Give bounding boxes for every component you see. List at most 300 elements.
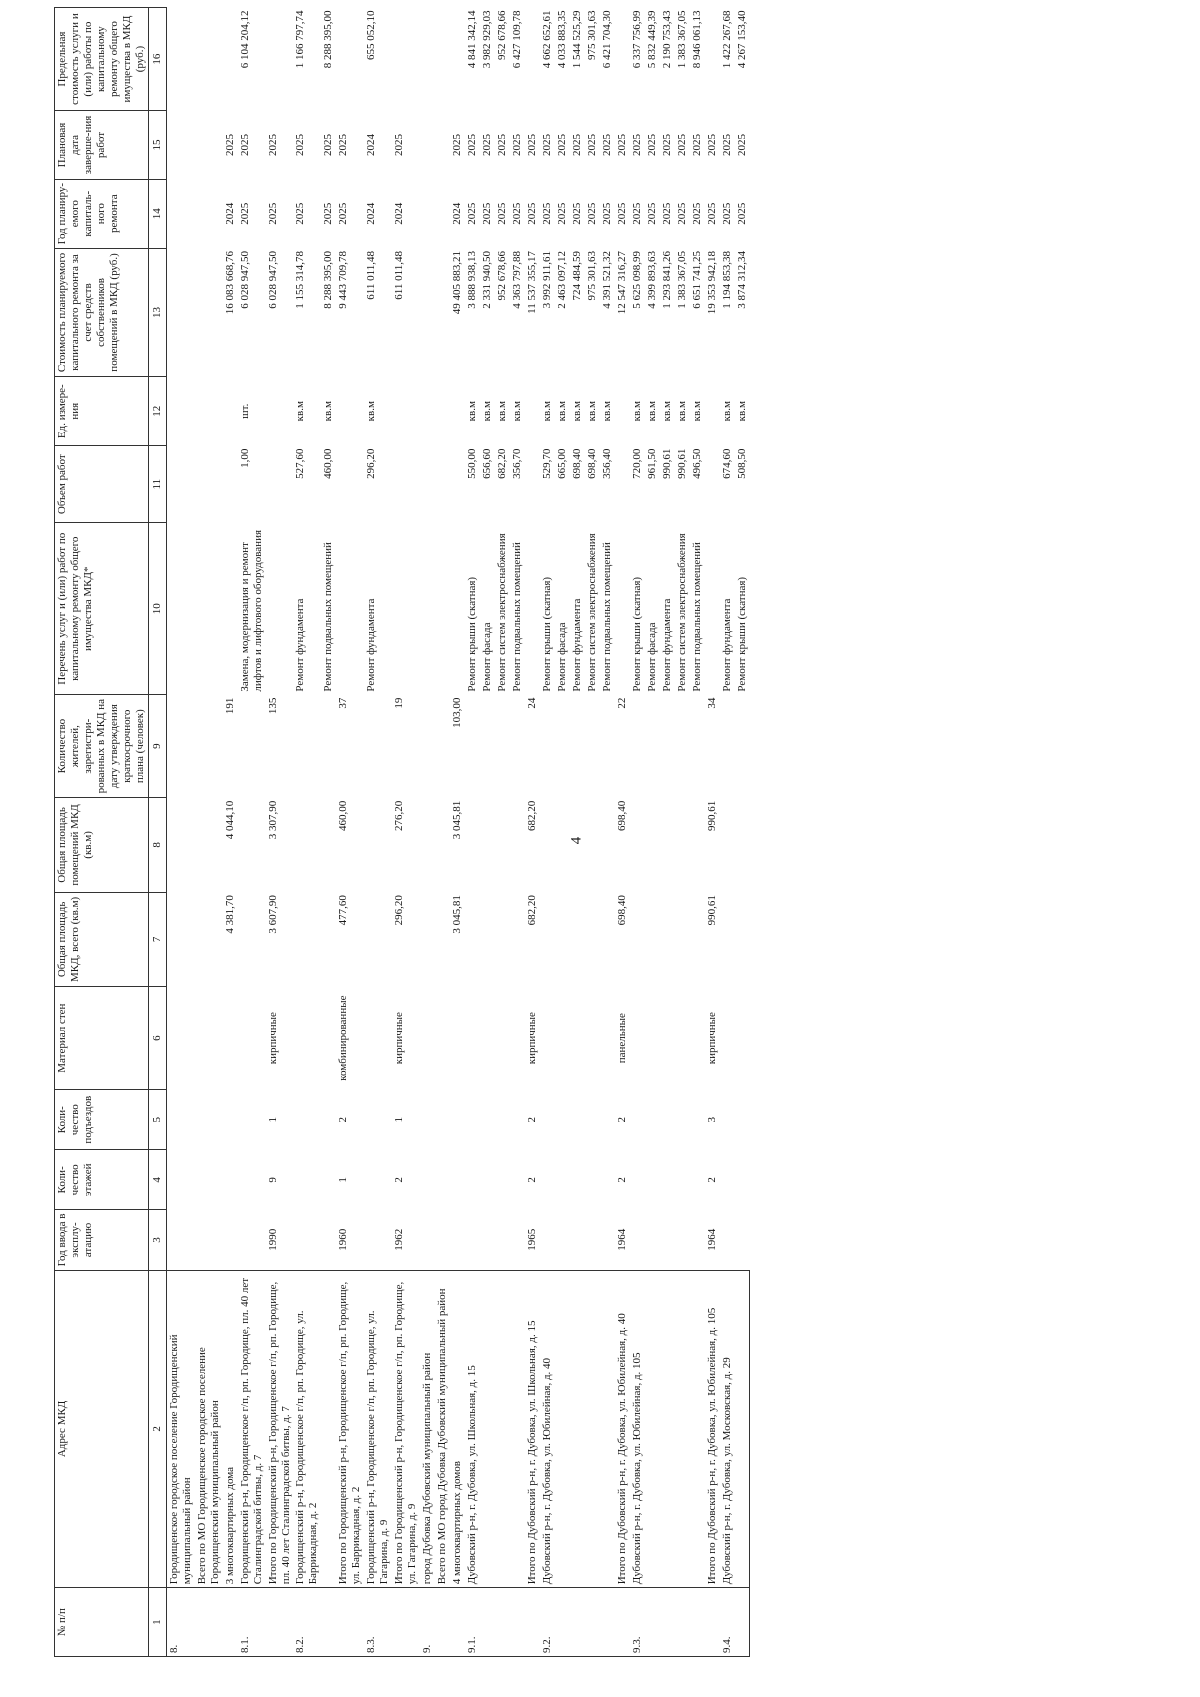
entrances-cell [555, 1090, 570, 1150]
total-area-cell: 296,20 [393, 895, 406, 926]
table-row [540, 8, 555, 1657]
entrances-cell [720, 1090, 735, 1150]
column-number: 12 [148, 377, 166, 446]
unit-cell: кв.м [585, 401, 598, 422]
address-cell: 4 многоквартирных домов [450, 1270, 465, 1588]
rooms-area-cell [540, 798, 555, 892]
wall-material-cell [223, 987, 238, 1090]
address-cell: город Дубовка Дубовский муниципальный район [420, 1270, 435, 1588]
row-number: 9.3. [630, 1588, 645, 1657]
unit-cell [525, 377, 540, 446]
unit-cell [223, 377, 238, 446]
works-cell: Ремонт крыши (скатная) [735, 576, 748, 692]
unit-cell: кв.м [720, 401, 733, 422]
limit-cost-cell [450, 8, 465, 111]
address-cell [555, 1270, 570, 1588]
volume-cell: 990,61 [675, 448, 688, 479]
volume-cell [223, 446, 238, 523]
limit-cost-cell [336, 8, 364, 111]
rooms-area-cell [690, 798, 705, 892]
total-area-cell [585, 892, 600, 986]
address-cell [660, 1270, 675, 1588]
year-built-cell [465, 1210, 480, 1270]
row-number [675, 1588, 690, 1657]
wall-material-cell: кирпичные [266, 1012, 279, 1065]
residents-cell: 22 [615, 697, 628, 709]
rooms-area-cell [720, 798, 735, 892]
plan-year-cell [420, 179, 435, 248]
table-row [195, 8, 223, 1657]
unit-cell: кв.м [481, 401, 494, 422]
limit-cost-cell: 8 946 061,13 [690, 10, 703, 69]
plan-year-cell: 2025 [630, 202, 643, 225]
volume-cell: 1,00 [238, 448, 251, 468]
unit-cell: кв.м [555, 401, 568, 422]
plan-year-cell: 2025 [720, 202, 733, 225]
unit-cell: кв.м [540, 401, 553, 422]
total-area-cell [364, 892, 392, 986]
row-number [321, 1588, 336, 1657]
column-number: 11 [148, 446, 166, 523]
address-cell: Городищенское городское поселение Городищенский муниципальный район [166, 1270, 194, 1588]
residents-cell [495, 695, 510, 798]
residents-cell [238, 695, 266, 798]
floors-cell: 2 [393, 1177, 406, 1183]
column-number: 7 [148, 892, 166, 986]
row-number: 8. [166, 1588, 194, 1657]
table-row [364, 8, 392, 1657]
year-built-cell [435, 1210, 450, 1270]
rooms-area-cell [166, 798, 194, 892]
entrances-cell: 1 [266, 1117, 279, 1123]
column-number: 8 [148, 798, 166, 892]
year-built-cell [720, 1210, 735, 1270]
entrances-cell [480, 1090, 495, 1150]
cost-cell: 5 625 098,99 [630, 251, 643, 309]
limit-cost-cell: 6 104 204,12 [238, 10, 251, 69]
entrances-cell [364, 1090, 392, 1150]
unit-cell: кв.м [511, 401, 523, 422]
wall-material-cell [166, 987, 194, 1090]
address-cell: Городищенский р-н, Городищенское г/п, рп. Городище, ул. Баррикадная, д. 2 [293, 1270, 321, 1588]
cost-cell [166, 248, 194, 377]
column-number: 2 [148, 1270, 166, 1588]
row-number [495, 1588, 510, 1657]
limit-cost-cell [435, 8, 450, 111]
limit-cost-cell: 6 421 704,30 [600, 10, 613, 69]
total-area-cell [720, 892, 735, 986]
total-area-cell [570, 892, 585, 986]
floors-cell [293, 1150, 321, 1210]
total-area-cell [600, 892, 615, 986]
entrances-cell [238, 1090, 266, 1150]
cost-cell: 12 547 316,27 [615, 251, 628, 315]
column-number: 6 [148, 987, 166, 1090]
limit-cost-cell: 2 190 753,43 [660, 10, 673, 69]
end-date-cell: 2025 [294, 133, 307, 156]
rooms-area-cell [585, 798, 600, 892]
total-area-cell [555, 892, 570, 986]
floors-cell [195, 1150, 223, 1210]
year-built-cell [600, 1210, 615, 1270]
plan-year-cell: 2025 [525, 202, 538, 225]
total-area-cell: 477,60 [337, 895, 350, 926]
residents-cell [555, 695, 570, 798]
year-built-cell [585, 1210, 600, 1270]
year-built-cell: 1990 [266, 1228, 279, 1251]
wall-material-cell [600, 987, 615, 1090]
volume-cell: 550,00 [466, 448, 479, 479]
year-built-cell: 1964 [705, 1228, 718, 1251]
works-cell [392, 523, 420, 695]
wall-material-cell [435, 987, 450, 1090]
table-row [293, 8, 321, 1657]
wall-material-cell [465, 987, 480, 1090]
plan-year-cell: 2025 [496, 202, 509, 225]
plan-year-cell: 2024 [365, 202, 378, 225]
rooms-area-cell: 4 044,10 [223, 800, 236, 840]
cost-cell: 724 484,59 [570, 251, 583, 301]
unit-cell: кв.м [570, 401, 583, 422]
rooms-area-cell [321, 798, 336, 892]
unit-cell [392, 377, 420, 446]
year-built-cell: 1965 [525, 1228, 538, 1251]
works-cell [266, 523, 294, 695]
header-cell: Материал стен [55, 987, 149, 1090]
cost-cell: 6 028 947,50 [266, 251, 279, 309]
works-cell: Ремонт фундамента [570, 598, 583, 692]
cost-cell: 19 353 942,18 [705, 251, 718, 315]
cost-cell: 3 888 938,13 [466, 251, 479, 309]
limit-cost-cell [195, 8, 223, 111]
end-date-cell: 2025 [720, 133, 733, 156]
end-date-cell: 2025 [223, 133, 236, 156]
plan-year-cell: 2024 [393, 202, 406, 225]
cost-cell: 4 399 893,63 [645, 251, 658, 309]
plan-year-cell: 2025 [337, 202, 350, 225]
rooms-area-cell [555, 798, 570, 892]
total-area-cell: 4 381,70 [223, 895, 236, 934]
end-date-cell: 2025 [555, 133, 568, 156]
residents-cell [420, 695, 435, 798]
residents-cell: 34 [705, 697, 718, 709]
table-row [615, 8, 630, 1657]
table-row [166, 8, 194, 1657]
limit-cost-cell: 1 383 367,05 [675, 10, 688, 69]
cost-cell: 6 651 741,25 [690, 251, 703, 309]
floors-cell [321, 1150, 336, 1210]
header-cell: Год ввода в эксплу-атацию [55, 1210, 149, 1270]
volume-cell: 296,20 [365, 448, 378, 479]
end-date-cell: 2025 [540, 133, 553, 156]
wall-material-cell [645, 987, 660, 1090]
row-number [660, 1588, 675, 1657]
rooms-area-cell [364, 798, 392, 892]
year-built-cell [690, 1210, 705, 1270]
volume-cell [266, 446, 294, 523]
wall-material-cell [495, 987, 510, 1090]
floors-cell [735, 1150, 750, 1210]
address-cell: Итого по Дубовский р-н, г. Дубовка, ул. Юбилейная, д. 105 [705, 1270, 720, 1588]
floors-cell [495, 1150, 510, 1210]
rotated-page [54, 7, 1200, 1657]
total-area-cell [238, 892, 266, 986]
residents-cell [540, 695, 555, 798]
floors-cell [420, 1150, 435, 1210]
end-date-cell: 2025 [238, 133, 251, 156]
plan-year-cell: 2025 [585, 202, 598, 225]
row-number [570, 1588, 585, 1657]
end-date-cell: 2025 [735, 133, 748, 156]
address-cell: Городищенский р-н, Городищенское г/п, рп. Городище, ул. Гагарина, д. 9 [364, 1270, 392, 1588]
wall-material-cell [585, 987, 600, 1090]
plan-year-cell [195, 179, 223, 248]
table-header [55, 8, 167, 1657]
address-cell [645, 1270, 660, 1588]
residents-cell [321, 695, 336, 798]
address-cell: 3 многоквартирных дома [223, 1270, 238, 1588]
residents-cell: 24 [525, 697, 538, 709]
limit-cost-cell [266, 8, 294, 111]
entrances-cell: 3 [705, 1117, 718, 1123]
end-date-cell: 2025 [705, 133, 718, 156]
limit-cost-cell: 975 301,63 [585, 10, 598, 60]
floors-cell [690, 1150, 705, 1210]
unit-cell: кв.м [645, 401, 658, 422]
volume-cell: 990,61 [660, 448, 673, 479]
unit-cell: кв.м [294, 401, 307, 422]
total-area-cell [166, 892, 194, 986]
total-area-cell [435, 892, 450, 986]
cost-cell [195, 248, 223, 377]
entrances-cell [645, 1090, 660, 1150]
year-built-cell [735, 1210, 750, 1270]
limit-cost-cell: 1 422 267,68 [720, 10, 733, 69]
address-cell: Городищенский р-н, Городищенское г/п, рп. Городище, пл. 40 лет Сталинградской битвы, д. 7 [238, 1270, 266, 1588]
cost-cell: 16 083 668,76 [223, 251, 236, 315]
column-number: 10 [148, 523, 166, 695]
entrances-cell [585, 1090, 600, 1150]
table-row [435, 8, 450, 1657]
cost-cell: 4 391 521,32 [600, 251, 613, 309]
limit-cost-cell: 6 427 109,78 [511, 10, 523, 69]
end-date-cell: 2025 [393, 133, 406, 156]
works-cell [336, 523, 364, 695]
row-number: 8.1. [238, 1588, 266, 1657]
row-number [600, 1588, 615, 1657]
residents-cell: 191 [223, 697, 236, 715]
year-built-cell [645, 1210, 660, 1270]
unit-cell: шт. [238, 403, 251, 419]
column-number: 9 [148, 695, 166, 798]
floors-cell: 9 [266, 1177, 279, 1183]
cost-cell: 3 874 312,34 [735, 251, 748, 309]
table-row [321, 8, 336, 1657]
year-built-cell [480, 1210, 495, 1270]
rooms-area-cell [600, 798, 615, 892]
unit-cell [615, 377, 630, 446]
year-built-cell [420, 1210, 435, 1270]
table-row [480, 8, 495, 1657]
row-number [615, 1588, 630, 1657]
table-row [465, 8, 480, 1657]
volume-cell [166, 446, 194, 523]
header-cell: Коли-чество этажей [55, 1150, 149, 1210]
plan-year-cell: 2025 [555, 202, 568, 225]
cost-cell: 1 293 841,26 [660, 251, 673, 309]
volume-cell [615, 446, 630, 523]
wall-material-cell [480, 987, 495, 1090]
limit-cost-cell: 4 033 883,35 [555, 10, 568, 69]
end-date-cell: 2025 [600, 133, 613, 156]
floors-cell [364, 1150, 392, 1210]
wall-material-cell [675, 987, 690, 1090]
entrances-cell [450, 1090, 465, 1150]
end-date-cell [435, 111, 450, 180]
residents-cell [510, 695, 525, 798]
row-number [705, 1588, 720, 1657]
floors-cell [675, 1150, 690, 1210]
residents-cell [630, 695, 645, 798]
residents-cell [480, 695, 495, 798]
address-cell [735, 1270, 750, 1588]
rooms-area-cell: 460,00 [337, 800, 350, 831]
rooms-area-cell [480, 798, 495, 892]
works-cell: Ремонт крыши (скатная) [540, 576, 553, 692]
year-built-cell [570, 1210, 585, 1270]
total-area-cell [690, 892, 705, 986]
residents-cell [600, 695, 615, 798]
year-built-cell: 1962 [393, 1228, 406, 1251]
table-row [735, 8, 750, 1657]
entrances-cell [510, 1090, 525, 1150]
entrances-cell [690, 1090, 705, 1150]
wall-material-cell [364, 987, 392, 1090]
floors-cell [450, 1150, 465, 1210]
cost-cell: 2 331 940,50 [481, 251, 494, 309]
header-cell: Коли-чество подъездов [55, 1090, 149, 1150]
volume-cell: 665,00 [555, 448, 568, 479]
year-built-cell [364, 1210, 392, 1270]
unit-cell [420, 377, 435, 446]
entrances-cell: 2 [337, 1117, 350, 1123]
works-cell: Замена, модернизация и ремонт лифтов и лифтового оборудования [238, 529, 264, 692]
table-row [690, 8, 705, 1657]
plan-year-cell: 2025 [322, 202, 335, 225]
end-date-cell: 2025 [322, 133, 335, 156]
rooms-area-cell: 276,20 [393, 800, 406, 831]
total-area-cell [735, 892, 750, 986]
plan-year-cell: 2025 [466, 202, 479, 225]
works-cell [195, 523, 223, 695]
end-date-cell: 2025 [337, 133, 350, 156]
limit-cost-cell [525, 8, 540, 111]
floors-cell [465, 1150, 480, 1210]
plan-year-cell: 2025 [294, 202, 307, 225]
volume-cell [705, 446, 720, 523]
limit-cost-cell: 1 166 797,74 [294, 10, 307, 69]
total-area-cell [321, 892, 336, 986]
volume-cell: 720,00 [630, 448, 643, 479]
floors-cell [600, 1150, 615, 1210]
floors-cell [166, 1150, 194, 1210]
residents-cell [720, 695, 735, 798]
volume-cell: 682,20 [496, 448, 509, 479]
volume-cell [195, 446, 223, 523]
limit-cost-cell: 3 982 929,03 [481, 10, 494, 69]
wall-material-cell [735, 987, 750, 1090]
works-cell: Ремонт подвальных помещений [690, 542, 703, 692]
cost-cell: 1 383 367,05 [675, 251, 688, 309]
table-row [525, 8, 540, 1657]
year-built-cell [630, 1210, 645, 1270]
table-row [495, 8, 510, 1657]
rooms-area-cell [645, 798, 660, 892]
volume-cell: 961,50 [645, 448, 658, 479]
residents-cell [660, 695, 675, 798]
rooms-area-cell [195, 798, 223, 892]
works-cell: Ремонт систем электроснабжения [585, 533, 598, 692]
limit-cost-cell: 4 662 652,61 [540, 10, 553, 69]
table-row [392, 8, 420, 1657]
total-area-cell [630, 892, 645, 986]
works-cell [525, 523, 540, 695]
address-cell: Дубовский р-н, г. Дубовка, ул. Юбилейная, д. 40 [540, 1270, 555, 1588]
total-area-cell [540, 892, 555, 986]
residents-cell [166, 695, 194, 798]
floors-cell: 2 [615, 1177, 628, 1183]
row-number [645, 1588, 660, 1657]
works-cell [705, 523, 720, 695]
address-cell: Дубовский р-н, г. Дубовка, ул. Московская, д. 29 [720, 1270, 735, 1588]
works-cell [435, 523, 450, 695]
residents-cell [675, 695, 690, 798]
works-cell: Ремонт фундамента [294, 598, 307, 692]
cost-cell: 6 028 947,50 [238, 251, 251, 309]
works-cell: Ремонт подвальных помещений [511, 542, 523, 692]
works-cell: Ремонт фундамента [660, 598, 673, 692]
unit-cell: кв.м [600, 401, 613, 422]
entrances-cell [435, 1090, 450, 1150]
entrances-cell: 2 [525, 1117, 538, 1123]
plan-year-cell: 2025 [266, 202, 279, 225]
row-number [195, 1588, 223, 1657]
table-row [238, 8, 266, 1657]
row-number: 8.3. [364, 1588, 392, 1657]
entrances-cell [540, 1090, 555, 1150]
year-built-cell [540, 1210, 555, 1270]
rooms-area-cell [420, 798, 435, 892]
floors-cell [540, 1150, 555, 1210]
row-number [450, 1588, 465, 1657]
column-number: 5 [148, 1090, 166, 1150]
works-cell: Ремонт крыши (скатная) [630, 576, 643, 692]
table-row [223, 8, 238, 1657]
wall-material-cell [570, 987, 585, 1090]
rooms-area-cell [675, 798, 690, 892]
address-cell: Итого по Дубовский р-н, г. Дубовка, ул. Школьная, д. 15 [525, 1270, 540, 1588]
header-cell: Количество жителей, зарегистри-рованных в МКД на дату утверждения краткосрочного плана (человек) [55, 695, 149, 798]
header-cell: Предельная стоимость услуги и (или) работы по капитальному ремонту общего имущества в МКД (руб.) [55, 8, 149, 111]
rooms-area-cell [495, 798, 510, 892]
plan-year-cell: 2024 [451, 202, 464, 225]
total-area-cell [293, 892, 321, 986]
end-date-cell: 2025 [451, 133, 464, 156]
entrances-cell [630, 1090, 645, 1150]
header-cell: Адрес МКД [55, 1270, 149, 1588]
total-area-cell [465, 892, 480, 986]
wall-material-cell [195, 987, 223, 1090]
